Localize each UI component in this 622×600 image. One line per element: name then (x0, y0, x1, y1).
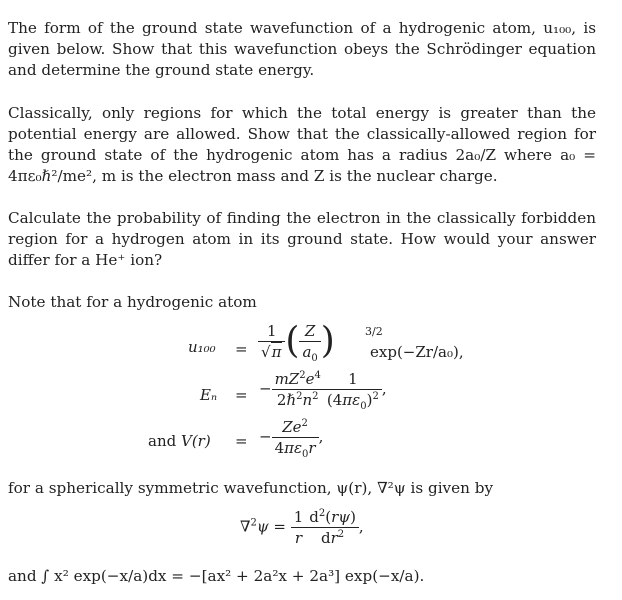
equation-laplacian: ∇$^2$ψ = $\frac{1}{r}$ $\frac{d^2(r\psi)}{dr^2}$ , (240, 508, 364, 547)
equation-u100-exp: exp(−Zr/a₀), (370, 343, 464, 361)
equals-sign: = (235, 432, 248, 450)
equation-potential-rhs: − $\frac{Ze^2}{4\pi\varepsilon_0r}$ , (259, 418, 324, 460)
equation-energy-rhs: − $\frac{mZ^2e^4}{2\hbar^2n^2}$ $\frac{1}{(4\pi\varepsilon_0)^2}$ , (259, 370, 387, 412)
paragraph-probability-task: Calculate the probability of finding the electron in the classically forbidden region for a hydrogen atom in its ground state. How would your answer differ for a He⁺ ion? (8, 209, 596, 269)
equation-u100-power: 3/2 (365, 325, 383, 338)
paragraph-wavefunction-task: The form of the ground state wavefunction of a hydrogenic atom, u₁₀₀, is given below. Show that this wavefunction obeys the Schrödinger equation and determine the ground state energy. (8, 19, 596, 79)
equation-u100-rhs: $\frac{1}{√\pi}$ ( $\frac{Z}{a_0}$ ) (258, 322, 335, 361)
equation-potential-lhs: and V(r) (148, 432, 211, 450)
equals-sign: = (235, 386, 248, 404)
equation-energy-lhs: Eₙ (200, 386, 218, 404)
paragraph-laplacian-intro: for a spherically symmetric wavefunction, ψ(r), ∇²ψ is given by (8, 479, 494, 497)
equals-sign: = (235, 340, 248, 358)
equation-integral-hint: and ∫ x² exp(−x/a)dx = −[ax² + 2a²x + 2a³] exp(−x/a). (8, 567, 425, 585)
paragraph-note: Note that for a hydrogenic atom (8, 293, 257, 311)
equation-u100-lhs: u₁₀₀ (188, 338, 216, 356)
paragraph-classical-region-task: Classically, only regions for which the total energy is greater than the potential energy are allowed. Show that the classically-allowed region for the ground state of the hydrogenic atom has a radius 2a₀/Z where a₀ = 4πε₀ℏ²/me², m is the electron mass and Z is the nuclear charge. (8, 104, 596, 185)
